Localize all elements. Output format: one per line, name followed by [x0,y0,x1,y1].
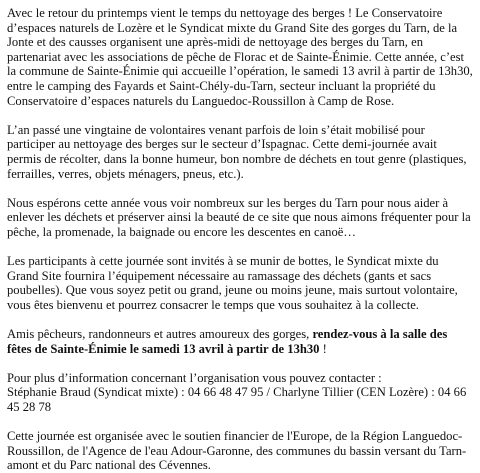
paragraph-contact [7,371,473,415]
invitation-intro: Amis pêcheurs, randonneurs et autres amoureux des gorges, [7,327,313,342]
paragraph-announcement: Avec le retour du printemps vient le temps du nettoyage des berges ! Le Conservatoire d’espaces naturels de Lozère et le Syndicat mixte du Grand Site des gorges du Tarn, de la Jonte et des causses organisent une après-midi de nettoyage des berges du Tarn, en partenariat avec les associations de pêche de Florac et de Sainte-Énimie. Cette année, c’est la commune de Sainte-Énimie qui accueille l’opération, le samedi 13 avril à partir de 13h30, entre le camping des Fayards et Saint-Chély-du-Tarn, secteur incluant la propriété du Conservatoire d’espaces naturels du Languedoc-Roussillon à Camp de Rose. [7,6,473,108]
paragraph-participants: Les participants à cette journée sont invités à se munir de bottes, le Syndicat mixte du Grand Site fournira l’équipement nécessaire au ramassage des déchets (gants et sacs poubelles). Que vous soyez petit ou grand, jeune ou moins jeune, mais surtout volontaire, vous êtes bienvenu et pourrez consacrer le temps que vous souhaitez à la collecte. [7,254,458,312]
paragraph-last-year: L’an passé une vingtaine de volontaires venant parfois de loin s’était mobilisé pour participer au nettoyage des berges sur le secteur d’Ispagnac. Cette demi-journée avait permis de récolter, dans la bonne humeur, bon nombre de déchets en tout genre (plastiques, ferrailles, verres, objets ménagers, pneus, etc.). [7,122,467,181]
contact-intro: Pour plus d’information concernant l’organisation vous pouvez contacter : [7,370,382,385]
contact-details: Stéphanie Braud (Syndicat mixte) : 04 66 48 47 95 / Charlyne Tillier (CEN Lozère) : 04 66 45 28 78 [7,385,467,415]
paragraph-funding: Cette journée est organisée avec le soutien financier de l'Europe, de la Région Languedoc-Roussillon, de l'Agence de l'eau Adour-Garonne, des communes du bassin versant du Tarn-amont et du Parc national des Cévennes. [7,429,467,473]
paragraph-hope: Nous espérons cette année vous voir nombreux sur les berges du Tarn pour nous aider à enlever les déchets et préserver ainsi la beauté de ce site que nous aimons fréquenter pour la pêche, la promenade, la baignade ou encore les descentes en canoë… [7,195,471,239]
invitation-end: ! [319,341,327,356]
invitation-meeting-point: rendez-vous à la salle des fêtes de Sainte-Énimie le samedi 13 avril à partir de 13h30 [7,327,448,356]
document-body [7,6,473,473]
paragraph-invitation [7,327,473,356]
